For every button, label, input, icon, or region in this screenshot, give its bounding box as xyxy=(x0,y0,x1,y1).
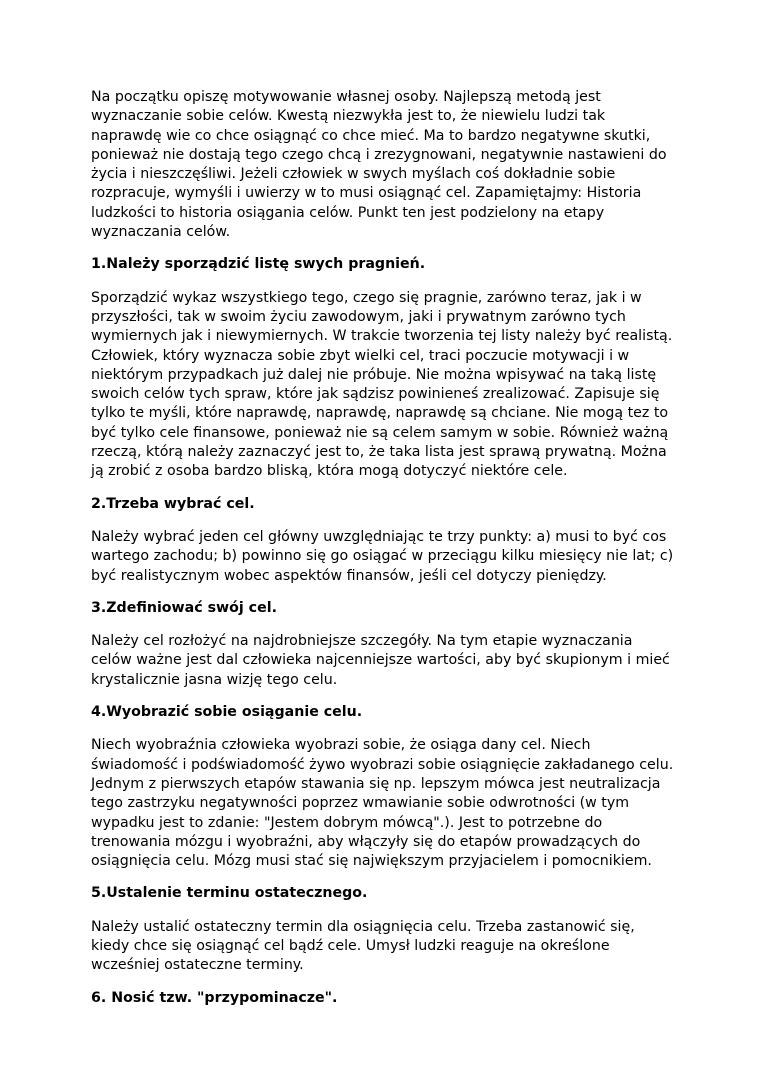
document-page xyxy=(91,88,681,1022)
text-line: wypadku jest to zdanie: "Jestem dobrym mówcą".). Jest to potrzebne do xyxy=(91,814,603,831)
text-line: krystalicznie jasna wizję tego celu. xyxy=(91,671,338,688)
section-paragraph-1 xyxy=(91,289,681,482)
text-line: być tylko cele finansowe, ponieważ nie są celem samym w sobie. Również ważną xyxy=(91,424,669,441)
text-line: osiągnięcia celu. Mózg musi stać się największym przyjacielem i pomocnikiem. xyxy=(91,853,652,870)
section-heading-5: 5.Ustalenie terminu ostatecznego. xyxy=(91,885,368,902)
text-line: być realistycznym wobec aspektów finansów, jeśli cel dotyczy pieniędzy. xyxy=(91,567,607,584)
text-line: niektórym przypadkach już dalej nie próbuje. Nie można wpisywać na taką listę xyxy=(91,366,657,383)
text-line: rozpracuje, wymyśli i uwierzy w to musi osiągnąć cel. Zapamiętajmy: Historia xyxy=(91,185,642,202)
text-line: wartego zachodu; b) powinno się go osiągać w przeciągu kilku miesięcy nie lat; c) xyxy=(91,548,674,565)
text-line: trenowania mózgu i wyobraźni, aby włączyły się do etapów prowadzących do xyxy=(91,833,641,850)
text-line: celów ważne jest dal człowieka najcenniejsze wartości, aby być skupionym i mieć xyxy=(91,652,670,669)
text-line: Należy ustalić ostateczny termin dla osiągnięcia celu. Trzeba zastanowić się, xyxy=(91,918,635,935)
text-line: wyznaczanie sobie celów. Kwestą niezwykła jest to, że niewielu ludzi tak xyxy=(91,108,606,125)
section-heading-6: 6. Nosić tzw. "przypominacze". xyxy=(91,989,338,1006)
text-line: świadomość i podświadomość żywo wyobrazi sobie osiągnięcie zakładanego celu. xyxy=(91,756,674,773)
text-line: Człowiek, który wyznacza sobie zbyt wielki cel, traci poczucie motywacji i w xyxy=(91,347,630,364)
text-line: ludzkości to historia osiągania celów. Punkt ten jest podzielony na etapy xyxy=(91,204,605,221)
text-line: ją zrobić z osoba bardzo bliską, która mogą dotyczyć niektóre cele. xyxy=(91,463,568,480)
text-line: tylko te myśli, które naprawdę, naprawdę, naprawdę są chciane. Nie mogą tez to xyxy=(91,405,669,422)
text-line: kiedy chce się osiągnąć cel bądź cele. Umysł ludzki reaguje na określone xyxy=(91,937,610,954)
text-line: wyznaczania celów. xyxy=(91,224,231,241)
section-paragraph-5 xyxy=(91,918,681,976)
text-line: Należy cel rozłożyć na najdrobniejsze szczegóły. Na tym etapie wyznaczania xyxy=(91,633,633,650)
text-line: rzeczą, którą należy zaznaczyć jest to, że taka lista jest sprawą prywatną. Można xyxy=(91,444,667,461)
text-line: życia i nieszczęśliwi. Jeżeli człowiek w swych myślach coś dokładnie sobie xyxy=(91,166,616,183)
section-heading-3: 3.Zdefiniować swój cel. xyxy=(91,599,277,616)
intro-paragraph xyxy=(91,88,681,242)
text-line: przyszłości, tak w swoim życiu zawodowym, jaki i prywatnym zarówno tych xyxy=(91,308,626,325)
text-line: Sporządzić wykaz wszystkiego tego, czego się pragnie, zarówno teraz, jak i w xyxy=(91,289,642,306)
section-paragraph-4 xyxy=(91,736,681,871)
text-line: ponieważ nie dostają tego czego chcą i zrezygnowani, negatywnie nastawieni do xyxy=(91,146,667,163)
text-line: Należy wybrać jeden cel główny uwzględniając te trzy punkty: a) musi to być cos xyxy=(91,528,667,545)
text-line: wymiernych jak i niewymiernych. W trakcie tworzenia tej listy należy być realistą. xyxy=(91,328,673,345)
text-line: Niech wyobraźnia człowieka wyobrazi sobie, że osiąga dany cel. Niech xyxy=(91,737,591,754)
text-line: wcześniej ostateczne terminy. xyxy=(91,957,304,974)
text-line: Na początku opiszę motywowanie własnej osoby. Najlepszą metodą jest xyxy=(91,89,601,105)
text-line: naprawdę wie co chce osiągnąć co chce mieć. Ma to bardzo negatywne skutki, xyxy=(91,127,651,144)
text-line: tego zastrzyku negatywności poprzez wmawianie sobie odwrotności (w tym xyxy=(91,795,630,812)
section-heading-2: 2.Trzeba wybrać cel. xyxy=(91,495,255,512)
text-line: swoich celów tych spraw, które jak sądzisz powinieneś zrealizować. Zapisuje się xyxy=(91,386,660,403)
section-paragraph-3 xyxy=(91,632,681,690)
section-heading-1: 1.Należy sporządzić listę swych pragnień. xyxy=(91,256,426,273)
section-heading-4: 4.Wyobrazić sobie osiąganie celu. xyxy=(91,704,363,721)
section-paragraph-2 xyxy=(91,528,681,586)
text-line: Jednym z pierwszych etapów stawania się np. lepszym mówca jest neutralizacja xyxy=(91,775,661,792)
